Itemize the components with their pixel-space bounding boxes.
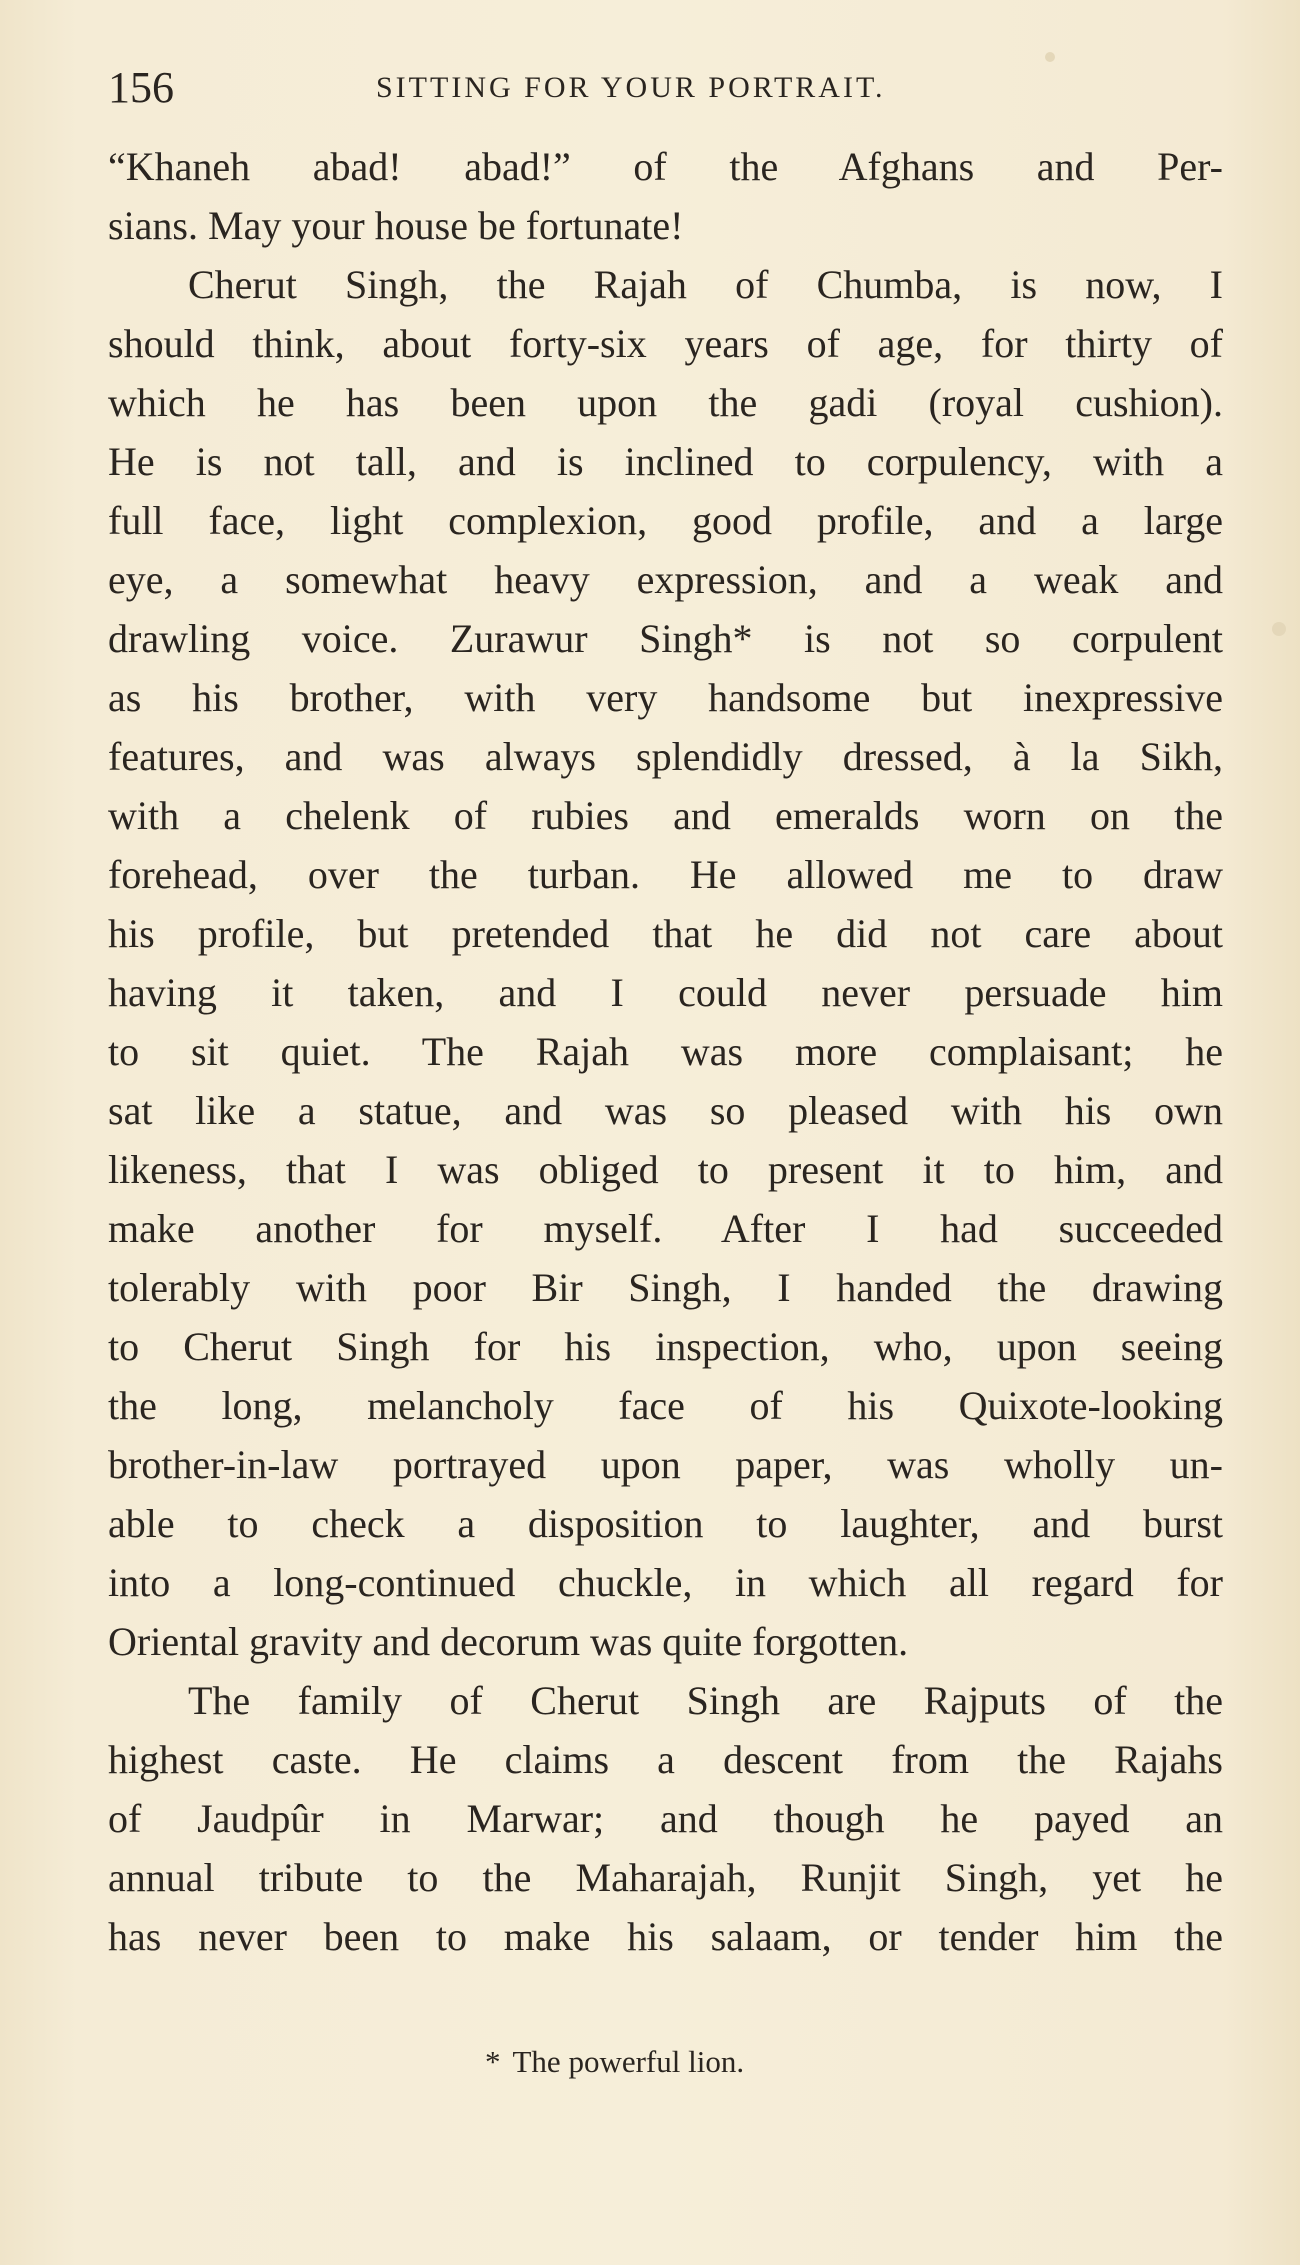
text-line: tolerably with poor Bir Singh, I handed the drawing bbox=[108, 1265, 1223, 1310]
text-line: drawling voice. Zurawur Singh* is not so corpulent bbox=[108, 616, 1223, 661]
text-line: forehead, over the turban. He allowed me to draw bbox=[108, 852, 1223, 897]
text-line: Cherut Singh, the Rajah of Chumba, is now, I bbox=[188, 262, 1223, 307]
page-header bbox=[108, 58, 1223, 118]
text-line: his profile, but pretended that he did not care about bbox=[108, 911, 1223, 956]
text-line: able to check a disposition to laughter, and burst bbox=[108, 1501, 1223, 1546]
text-line: the long, melancholy face of his Quixote-looking bbox=[108, 1383, 1223, 1428]
text-line: annual tribute to the Maharajah, Runjit Singh, yet he bbox=[108, 1855, 1223, 1900]
text-line: to Cherut Singh for his inspection, who, upon seeing bbox=[108, 1324, 1223, 1369]
text-line: The family of Cherut Singh are Rajputs of the bbox=[188, 1678, 1223, 1723]
text-line: He is not tall, and is inclined to corpulency, with a bbox=[108, 439, 1223, 484]
text-line: brother-in-law portrayed upon paper, was wholly un- bbox=[108, 1442, 1223, 1487]
text-line: into a long-continued chuckle, in which all regard for bbox=[108, 1560, 1223, 1605]
text-line: which he has been upon the gadi (royal cushion). bbox=[108, 380, 1223, 425]
body-text bbox=[108, 137, 1223, 1966]
text-line: Oriental gravity and decorum was quite forgotten. bbox=[108, 1619, 909, 1664]
text-line: features, and was always splendidly dressed, à la Sikh, bbox=[108, 734, 1223, 779]
text-line: should think, about forty-six years of age, for thirty of bbox=[108, 321, 1223, 366]
text-line: likeness, that I was obliged to present it to him, and bbox=[108, 1147, 1223, 1192]
footnote-text: The powerful lion. bbox=[512, 2044, 745, 2079]
paper-speck bbox=[1045, 52, 1055, 62]
text-line: of Jaudpûr in Marwar; and though he payed an bbox=[108, 1796, 1223, 1841]
text-line: as his brother, with very handsome but inexpressive bbox=[108, 675, 1223, 720]
text-line: sat like a statue, and was so pleased with his own bbox=[108, 1088, 1223, 1133]
running-head: SITTING FOR YOUR PORTRAIT. bbox=[376, 71, 886, 104]
text-line: with a chelenk of rubies and emeralds worn on the bbox=[108, 793, 1223, 838]
text-line: to sit quiet. The Rajah was more complaisant; he bbox=[108, 1029, 1223, 1074]
text-line: eye, a somewhat heavy expression, and a weak and bbox=[108, 557, 1223, 602]
text-line: sians. May your house be fortunate! bbox=[108, 203, 684, 248]
text-line: make another for myself. After I had succeeded bbox=[108, 1206, 1223, 1251]
text-line: full face, light complexion, good profile, and a large bbox=[108, 498, 1223, 543]
text-line: has never been to make his salaam, or tender him the bbox=[108, 1914, 1223, 1959]
text-line: highest caste. He claims a descent from the Rajahs bbox=[108, 1737, 1223, 1782]
paper-speck bbox=[1272, 622, 1286, 636]
footnote bbox=[485, 2040, 744, 2084]
page-number: 156 bbox=[108, 63, 174, 112]
text-line: having it taken, and I could never persuade him bbox=[108, 970, 1223, 1015]
text-line: “Khaneh abad! abad!” of the Afghans and Per- bbox=[108, 144, 1223, 189]
footnote-marker: * bbox=[485, 2044, 501, 2079]
